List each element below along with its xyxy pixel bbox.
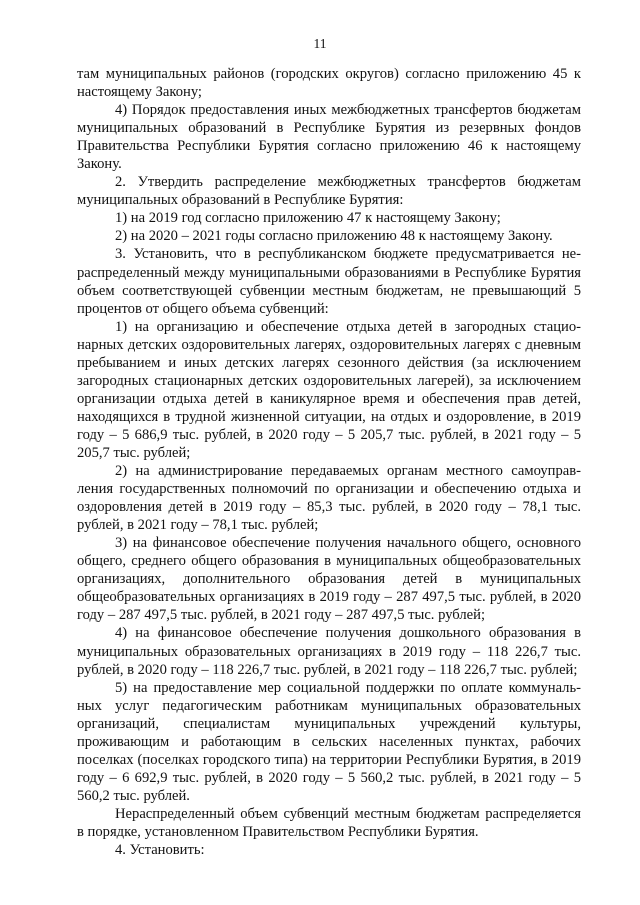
paragraph-section-3: 3. Установить, что в республиканском бюджете предусматривается нераспределенный между муниципальными образованиями в Республике Бурятия объем соответствующей субвенции местным бюджетам, не превышающий 5 процентов от общего объема субвенций:	[77, 246, 581, 317]
paragraph-continuation-appendix-45: там муниципальных районов (городских округов) согласно приложению 45 к настоящему Закону;	[77, 66, 581, 101]
paragraph-section-3-item-3: 3) на финансовое обеспечение получения начального общего, основного общего, среднего общего образования в муниципальных общеобразовательных организациях, дополнительного образования детей в муниципальных общеобразовательных организациях в 2019 году – 287 497,5 тыс. рублей, в 2020 году – 287 497,5 тыс. рублей, в 2021 году – 287 497,5 тыс. рублей;	[77, 535, 581, 624]
paragraph-section-4: 4. Установить:	[115, 842, 205, 859]
paragraph-section-2-item-1: 1) на 2019 год согласно приложению 47 к настоящему Закону;	[115, 210, 501, 227]
paragraph-unallocated-volume: Нераспределенный объем субвенций местным бюджетам распределяется в порядке, установленном Правительством Республики Бурятия.	[77, 805, 581, 840]
paragraph-section-3-item-5: 5) на предоставление мер социальной поддержки по оплате коммунальных услуг педагогическим работникам муниципальных образовательных организаций, специалистам муниципальных учреждений культуры, проживающим и работающим в сельских населенных пунктах, рабочих поселках (поселках городского типа) на территории Республики Бурятия, в 2019 году – 6 692,9 тыс. рублей, в 2020 году – 5 560,2 тыс. рублей, в 2021 году – 5 560,2 тыс. рублей.	[77, 679, 581, 804]
page-number: 11	[313, 36, 327, 51]
paragraph-section-3-item-2: 2) на администрирование передаваемых органам местного самоуправления государственных полномочий по организации и обеспечению отдыха и оздоровления детей в 2019 году – 85,3 тыс. рублей, в 2020 году – 78,1 тыс. рублей, в 2021 году – 78,1 тыс. рублей;	[77, 463, 581, 534]
paragraph-item-4-reserve-funds: 4) Порядок предоставления иных межбюджетных трансфертов бюджетам муниципальных образований в Республике Бурятия из резервных фондов Правительства Республики Бурятия согласно приложению 46 к настоящему Закону.	[77, 102, 581, 173]
paragraph-section-2: 2. Утвердить распределение межбюджетных трансфертов бюджетам муниципальных образований в Республике Бурятия:	[77, 174, 581, 209]
paragraph-section-2-item-2: 2) на 2020 – 2021 годы согласно приложению 48 к настоящему Закону.	[115, 228, 553, 245]
paragraph-section-3-item-1: 1) на организацию и обеспечение отдыха детей в загородных стационарных детских оздоровительных лагерях, оздоровительных лагерях с дневным пребыванием и иных детских лагерях сезонного действия (за исключением загородных стационарных детских оздоровительных лагерей), за исключением организации отдыха детей в каникулярное время и обеспечения прав детей, находящихся в трудной жизненной ситуации, на отдых и оздоровление, в 2019 году – 5 686,9 тыс. рублей, в 2020 году – 5 205,7 тыс. рублей, в 2021 году – 5 205,7 тыс. рублей;	[77, 318, 581, 461]
body-text	[77, 65, 581, 859]
paragraph-section-3-item-4: 4) на финансовое обеспечение получения дошкольного образования в муниципальных образовательных организациях в 2019 году – 118 226,7 тыс. рублей, в 2020 году – 118 226,7 тыс. рублей, в 2021 году – 118 226,7 тыс. рублей;	[77, 625, 581, 678]
